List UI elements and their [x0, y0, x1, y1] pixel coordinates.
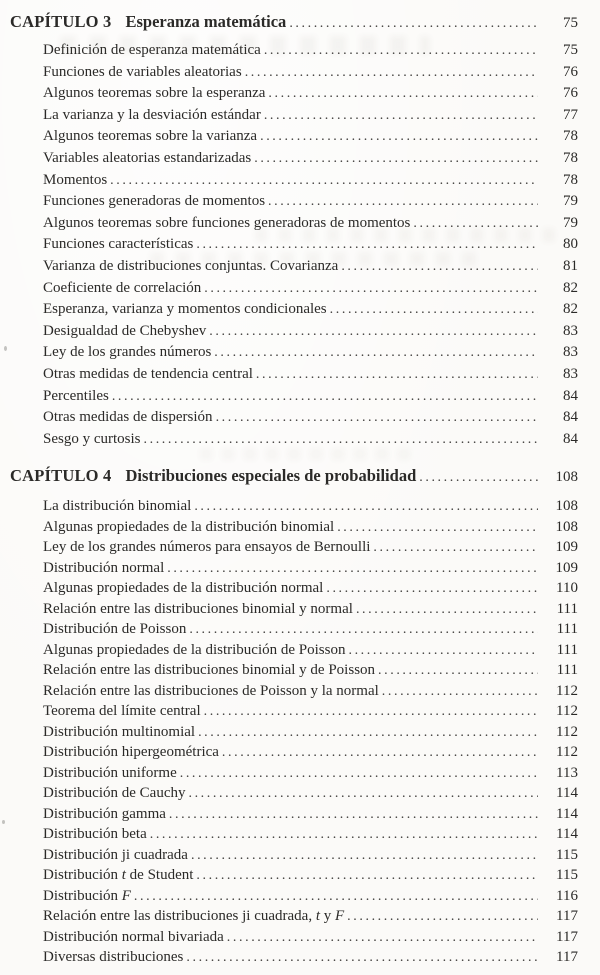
chapter-entries	[43, 498, 578, 970]
toc-entry-row	[43, 128, 578, 150]
toc-entry-row	[43, 888, 578, 909]
toc-entry-row	[43, 744, 578, 765]
toc-entry-title: Distribución ji cuadrada	[43, 846, 188, 863]
dot-leader	[191, 848, 538, 864]
toc-entry-title: Distribución beta	[43, 826, 147, 843]
toc-entry-row	[43, 85, 578, 107]
dot-leader	[227, 930, 538, 946]
toc-entry-page: 112	[556, 723, 578, 740]
toc-entry-row	[43, 280, 578, 302]
toc-entry-page: 84	[563, 387, 578, 404]
dot-leader	[150, 827, 538, 843]
toc-entry-title: Algunos teoremas sobre la esperanza	[43, 85, 266, 102]
toc-entry-page: 114	[556, 805, 578, 822]
toc-entry-row	[43, 826, 578, 847]
toc-entry-page: 77	[563, 106, 578, 123]
toc-entry-title: Otras medidas de tendencia central	[43, 365, 253, 382]
chapter-label: CAPÍTULO 3	[10, 12, 112, 31]
toc-entry-row	[43, 765, 578, 786]
dot-leader	[378, 663, 538, 679]
toc-entry-title: Otras medidas de dispersión	[43, 409, 213, 426]
toc-entry-row	[43, 388, 578, 410]
toc-entry-page: 80	[563, 236, 578, 253]
chapter-heading	[10, 10, 578, 36]
toc-entry-row	[43, 431, 578, 453]
dot-leader	[382, 684, 538, 700]
dot-leader	[413, 216, 538, 232]
toc-entry-title: Esperanza, varianza y momentos condicionales	[43, 301, 327, 318]
toc-entry-page: 76	[563, 63, 578, 80]
toc-entry-row	[43, 929, 578, 950]
toc-entry-title: Distribución uniforme	[43, 764, 177, 781]
toc-entry-row	[43, 703, 578, 724]
toc-entry-row	[43, 258, 578, 280]
toc-entry-row	[43, 172, 578, 194]
toc-entry-row	[43, 621, 578, 642]
toc-entry-page: 110	[556, 580, 578, 597]
toc-entry-title: Distribución hipergeométrica	[43, 744, 219, 761]
dot-leader	[330, 302, 538, 318]
toc-entry-page: 109	[555, 559, 578, 576]
toc-entry-row	[43, 193, 578, 215]
toc-entry-page: 111	[556, 621, 578, 638]
toc-entry-row	[43, 236, 578, 258]
dot-leader	[254, 151, 538, 167]
toc-entry-title: Relación entre las distribuciones binomial y de Poisson	[43, 662, 376, 679]
toc-entry-title: Coeficiente de correlación	[43, 279, 202, 296]
toc-entry-page: 83	[563, 322, 578, 339]
toc-entry-row	[43, 724, 578, 745]
toc-entry-row	[43, 539, 578, 560]
toc-entry-title: Ley de los grandes números	[43, 344, 212, 361]
dot-leader	[260, 129, 538, 145]
toc-entry-row	[43, 580, 578, 601]
chapter-page-number: 108	[555, 469, 578, 486]
toc-entry-title: Funciones generadoras de momentos	[43, 193, 266, 210]
toc-entry-row	[43, 64, 578, 86]
toc-entry-row	[43, 560, 578, 581]
dot-leader	[204, 281, 538, 297]
toc-entry-row	[43, 301, 578, 323]
toc-entry-title: Algunas propiedades de la distribución binomial	[43, 518, 335, 535]
dot-leader	[268, 194, 538, 210]
scan-speck	[2, 820, 5, 824]
chapter-title: Distribuciones especiales de probabilidad	[125, 466, 417, 486]
chapter-3-section	[10, 10, 578, 452]
dot-leader	[341, 259, 538, 275]
dot-leader	[188, 786, 538, 802]
toc-entry-title: Distribución t de Student	[43, 867, 194, 884]
dot-leader	[326, 581, 538, 597]
toc-entry-title: Distribución normal	[43, 559, 165, 576]
toc-entry-row	[43, 42, 578, 64]
toc-entry-row	[43, 662, 578, 683]
toc-entry-page: 83	[563, 365, 578, 382]
toc-entry-page: 115	[556, 846, 578, 863]
chapter-4-section	[10, 464, 578, 970]
toc-entry-row	[43, 908, 578, 929]
toc-entry-page: 112	[556, 682, 578, 699]
toc-entry-row	[43, 323, 578, 345]
dot-leader	[356, 602, 538, 618]
chapter-title: Esperanza matemática	[125, 12, 287, 31]
dot-leader	[214, 345, 538, 361]
toc-entry-page: 78	[563, 171, 578, 188]
toc-entry-page: 82	[563, 301, 578, 318]
toc-entry-page: 116	[556, 887, 578, 904]
toc-entry-title: Funciones de variables aleatorias	[43, 63, 242, 80]
toc-entry-page: 76	[563, 85, 578, 102]
toc-entry-row	[43, 107, 578, 129]
dot-leader	[222, 745, 538, 761]
toc-entry-page: 115	[556, 867, 578, 884]
toc-entry-page: 84	[563, 430, 578, 447]
dot-leader	[196, 237, 538, 253]
toc-entry-title: Percentiles	[43, 387, 109, 404]
toc-entry-row	[43, 642, 578, 663]
dot-leader	[348, 643, 538, 659]
dot-leader	[264, 108, 538, 124]
dot-leader	[144, 432, 539, 448]
dot-leader	[268, 86, 538, 102]
toc-entry-row	[43, 366, 578, 388]
scan-speck	[4, 346, 7, 351]
dot-leader	[198, 725, 538, 741]
toc-entry-page: 109	[555, 539, 578, 556]
toc-entry-row	[43, 601, 578, 622]
dot-leader	[209, 324, 538, 340]
toc-entry-title: La distribución binomial	[43, 498, 192, 515]
toc-entry-title: Relación entre las distribuciones binomial y normal	[43, 600, 353, 617]
toc-entry-title: Algunas propiedades de la distribución normal	[43, 580, 324, 597]
toc-entry-page: 81	[563, 257, 578, 274]
toc-entry-title: Distribución F	[43, 887, 131, 904]
toc-entry-page: 114	[556, 826, 578, 843]
toc-entry-row	[43, 409, 578, 431]
toc-entry-title: Desigualdad de Chebyshev	[43, 322, 207, 339]
chapter-label: CAPÍTULO 4	[10, 466, 112, 486]
toc-entry-page: 78	[563, 149, 578, 166]
toc-entry-row	[43, 785, 578, 806]
toc-entry-title: Distribución multinomial	[43, 723, 196, 740]
toc-entry-title: Teorema del límite central	[43, 703, 201, 720]
toc-entry-row	[43, 847, 578, 868]
dot-leader	[245, 65, 538, 81]
toc-entry-page: 111	[556, 662, 578, 679]
dot-leader	[194, 499, 538, 515]
toc-entry-row	[43, 150, 578, 172]
dot-leader	[180, 766, 538, 782]
toc-entry-page: 83	[563, 344, 578, 361]
dot-leader	[196, 868, 538, 884]
toc-entry-row	[43, 519, 578, 540]
toc-entry-page: 75	[563, 42, 578, 58]
dot-leader	[189, 622, 538, 638]
toc-entry-title: Distribución normal bivariada	[43, 928, 224, 945]
chapter-page-number: 75	[563, 15, 578, 31]
dot-leader	[264, 43, 538, 59]
dot-leader	[110, 173, 538, 189]
toc-entry-title: Distribución de Poisson	[43, 621, 187, 638]
toc-entry-title: Funciones características	[43, 236, 194, 253]
dot-leader	[256, 367, 538, 383]
dot-leader	[289, 12, 538, 36]
toc-entry-title: Ley de los grandes números para ensayos de Bernoulli	[43, 539, 371, 556]
toc-entry-title: Momentos	[43, 171, 108, 188]
toc-entry-row	[43, 867, 578, 888]
toc-entry-page: 108	[555, 498, 578, 515]
dot-leader	[337, 520, 538, 536]
dot-leader	[169, 807, 538, 823]
dot-leader	[347, 909, 538, 925]
toc-entry-page: 78	[563, 128, 578, 145]
toc-entry-page: 111	[556, 600, 578, 617]
toc-entry-title: Relación entre las distribuciones ji cuadrada, t y F	[43, 908, 345, 925]
toc-entry-title: Diversas distribuciones	[43, 949, 184, 966]
toc-entry-title: Algunos teoremas sobre funciones generadoras de momentos	[43, 214, 411, 231]
toc-entry-title: Distribución gamma	[43, 805, 166, 822]
toc-entry-page: 112	[556, 744, 578, 761]
toc-entry-title: Varianza de distribuciones conjuntas. Covarianza	[43, 257, 339, 274]
toc-entry-row	[43, 215, 578, 237]
dot-leader	[216, 410, 538, 426]
dot-leader	[167, 561, 538, 577]
toc-entry-row	[43, 344, 578, 366]
toc-entry-title: Algunos teoremas sobre la varianza	[43, 128, 258, 145]
toc-entry-page: 114	[556, 785, 578, 802]
dot-leader	[186, 950, 538, 966]
toc-entry-page: 111	[556, 641, 578, 658]
dot-leader	[112, 389, 538, 405]
toc-entry-page: 82	[563, 279, 578, 296]
dot-leader	[373, 540, 538, 556]
toc-entry-row	[43, 683, 578, 704]
chapter-heading	[10, 464, 578, 490]
toc-entry-page: 79	[563, 193, 578, 210]
toc-entry-page: 108	[555, 518, 578, 535]
toc-entry-title: Algunas propiedades de la distribución de Poisson	[43, 641, 346, 658]
toc-entry-title: Relación entre las distribuciones de Poisson y la normal	[43, 682, 379, 699]
toc-entry-row	[43, 498, 578, 519]
toc-entry-page: 117	[556, 908, 578, 925]
toc-entry-page: 79	[563, 214, 578, 231]
toc-entry-row	[43, 806, 578, 827]
toc-entry-page: 84	[563, 409, 578, 426]
toc-entry-page: 112	[556, 703, 578, 720]
dot-leader	[134, 889, 538, 905]
toc-entry-page: 117	[556, 949, 578, 966]
toc-entry-title: Variables aleatorias estandarizadas	[43, 149, 252, 166]
toc-entry-title: Sesgo y curtosis	[43, 430, 141, 447]
toc-entry-title: Definición de esperanza matemática	[43, 42, 261, 58]
toc-entry-page: 113	[556, 764, 578, 781]
toc-entry-row	[43, 949, 578, 970]
dot-leader	[204, 704, 538, 720]
toc-entry-page: 117	[556, 928, 578, 945]
dot-leader	[419, 466, 538, 490]
chapter-entries	[43, 42, 578, 452]
toc-entry-title: Distribución de Cauchy	[43, 785, 186, 802]
toc-entry-title: La varianza y la desviación estándar	[43, 106, 261, 123]
